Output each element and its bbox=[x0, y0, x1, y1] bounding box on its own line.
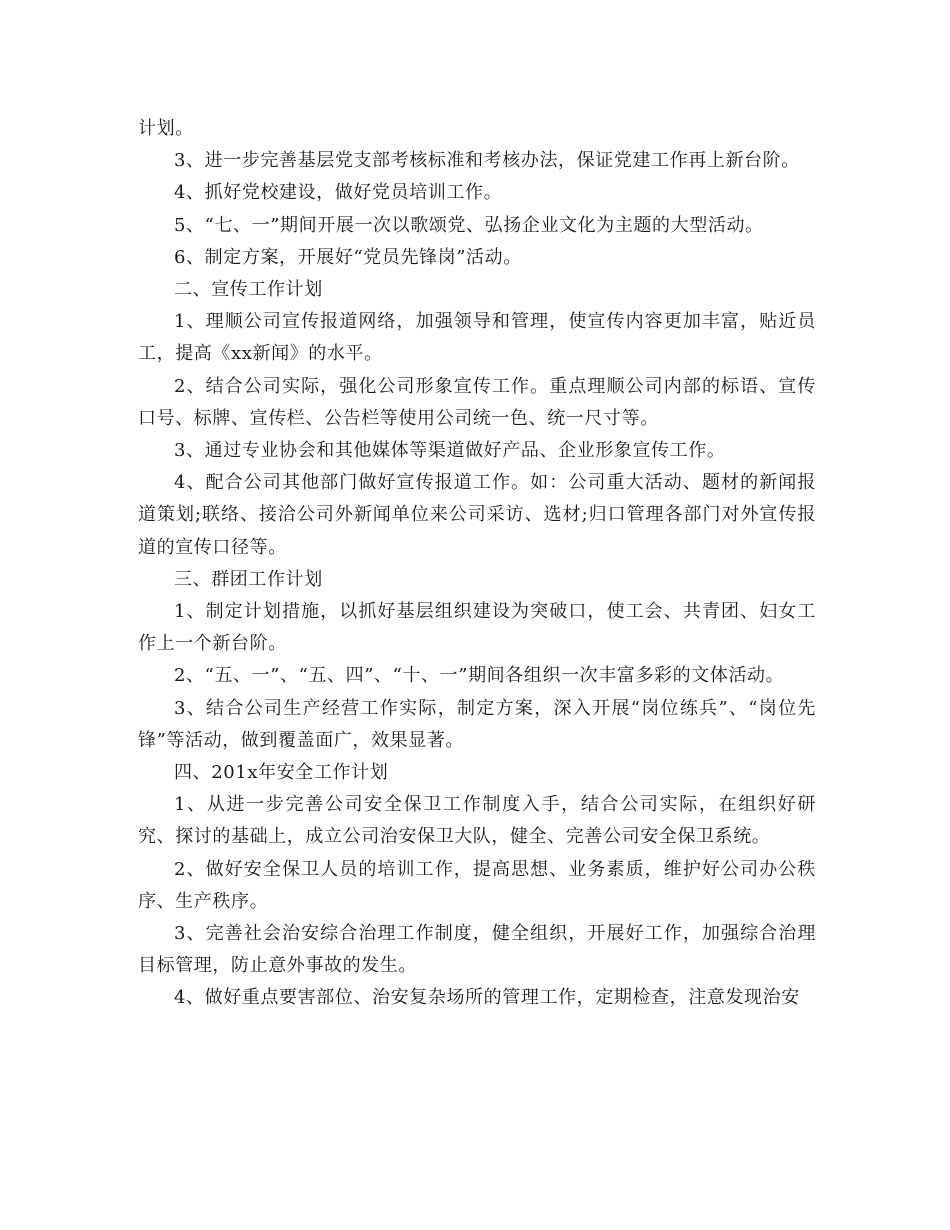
paragraph-publicity-item-3: 3、通过专业协会和其他媒体等渠道做好产品、企业形象宣传工作。 bbox=[174, 440, 726, 462]
paragraph-publicity-item-4: 4、配合公司其他部门做好宣传报道工作。如：公司重大活动、题材的新闻报道策划;联络、接洽公司外新闻单位来公司采访、选材;归口管理各部门对外宣传报道的宣传口径等。 bbox=[138, 472, 816, 558]
section-heading-publicity: 二、宣传工作计划 bbox=[174, 279, 323, 301]
section-heading-safety: 四、201x年安全工作计划 bbox=[174, 762, 389, 784]
paragraph-safety-item-4: 4、做好重点要害部位、治安复杂场所的管理工作，定期检查，注意发现治安 bbox=[174, 987, 800, 1009]
paragraph-groups-item-1: 1、制定计划措施，以抓好基层组织建设为突破口，使工会、共青团、妇女工作上一个新台阶。 bbox=[138, 601, 816, 655]
paragraph-safety-item-2: 2、做好安全保卫人员的培训工作，提高思想、业务素质，维护好公司办公秩序、生产秩序。 bbox=[138, 858, 816, 912]
section-heading-mass-groups: 三、群团工作计划 bbox=[174, 568, 323, 590]
paragraph-groups-item-3: 3、结合公司生产经营工作实际，制定方案，深入开展“岗位练兵”、“岗位先锋”等活动，做到覆盖面广，效果显著。 bbox=[138, 697, 816, 751]
paragraph-publicity-item-1: 1、理顺公司宣传报道网络，加强领导和管理，使宣传内容更加丰富，贴近员工，提高《xx新闻》的水平。 bbox=[138, 311, 816, 365]
paragraph-party-item-6: 6、制定方案，开展好“党员先锋岗”活动。 bbox=[174, 246, 522, 268]
paragraph-safety-item-1: 1、从进一步完善公司安全保卫工作制度入手，结合公司实际，在组织好研究、探讨的基础上，成立公司治安保卫大队，健全、完善公司安全保卫系统。 bbox=[138, 794, 816, 848]
paragraph-party-item-3: 3、进一步完善基层党支部考核标准和考核办法，保证党建工作再上新台阶。 bbox=[174, 150, 800, 172]
paragraph-publicity-item-2: 2、结合公司实际，强化公司形象宣传工作。重点理顺公司内部的标语、宣传口号、标牌、宣传栏、公告栏等使用公司统一色、统一尺寸等。 bbox=[138, 375, 816, 429]
paragraph-continuation: 计划。 bbox=[138, 118, 194, 139]
paragraph-safety-item-3: 3、完善社会治安综合治理工作制度，健全组织，开展好工作，加强综合治理目标管理，防止意外事故的发生。 bbox=[138, 923, 816, 977]
paragraph-party-item-4: 4、抓好党校建设，做好党员培训工作。 bbox=[174, 182, 503, 204]
document-body bbox=[138, 113, 816, 1015]
paragraph-groups-item-2: 2、“五、一”、“五、四”、“十、一”期间各组织一次丰富多彩的文体活动。 bbox=[174, 665, 785, 687]
paragraph-party-item-5: 5、“七、一”期间开展一次以歌颂党、弘扬企业文化为主题的大型活动。 bbox=[174, 214, 764, 236]
